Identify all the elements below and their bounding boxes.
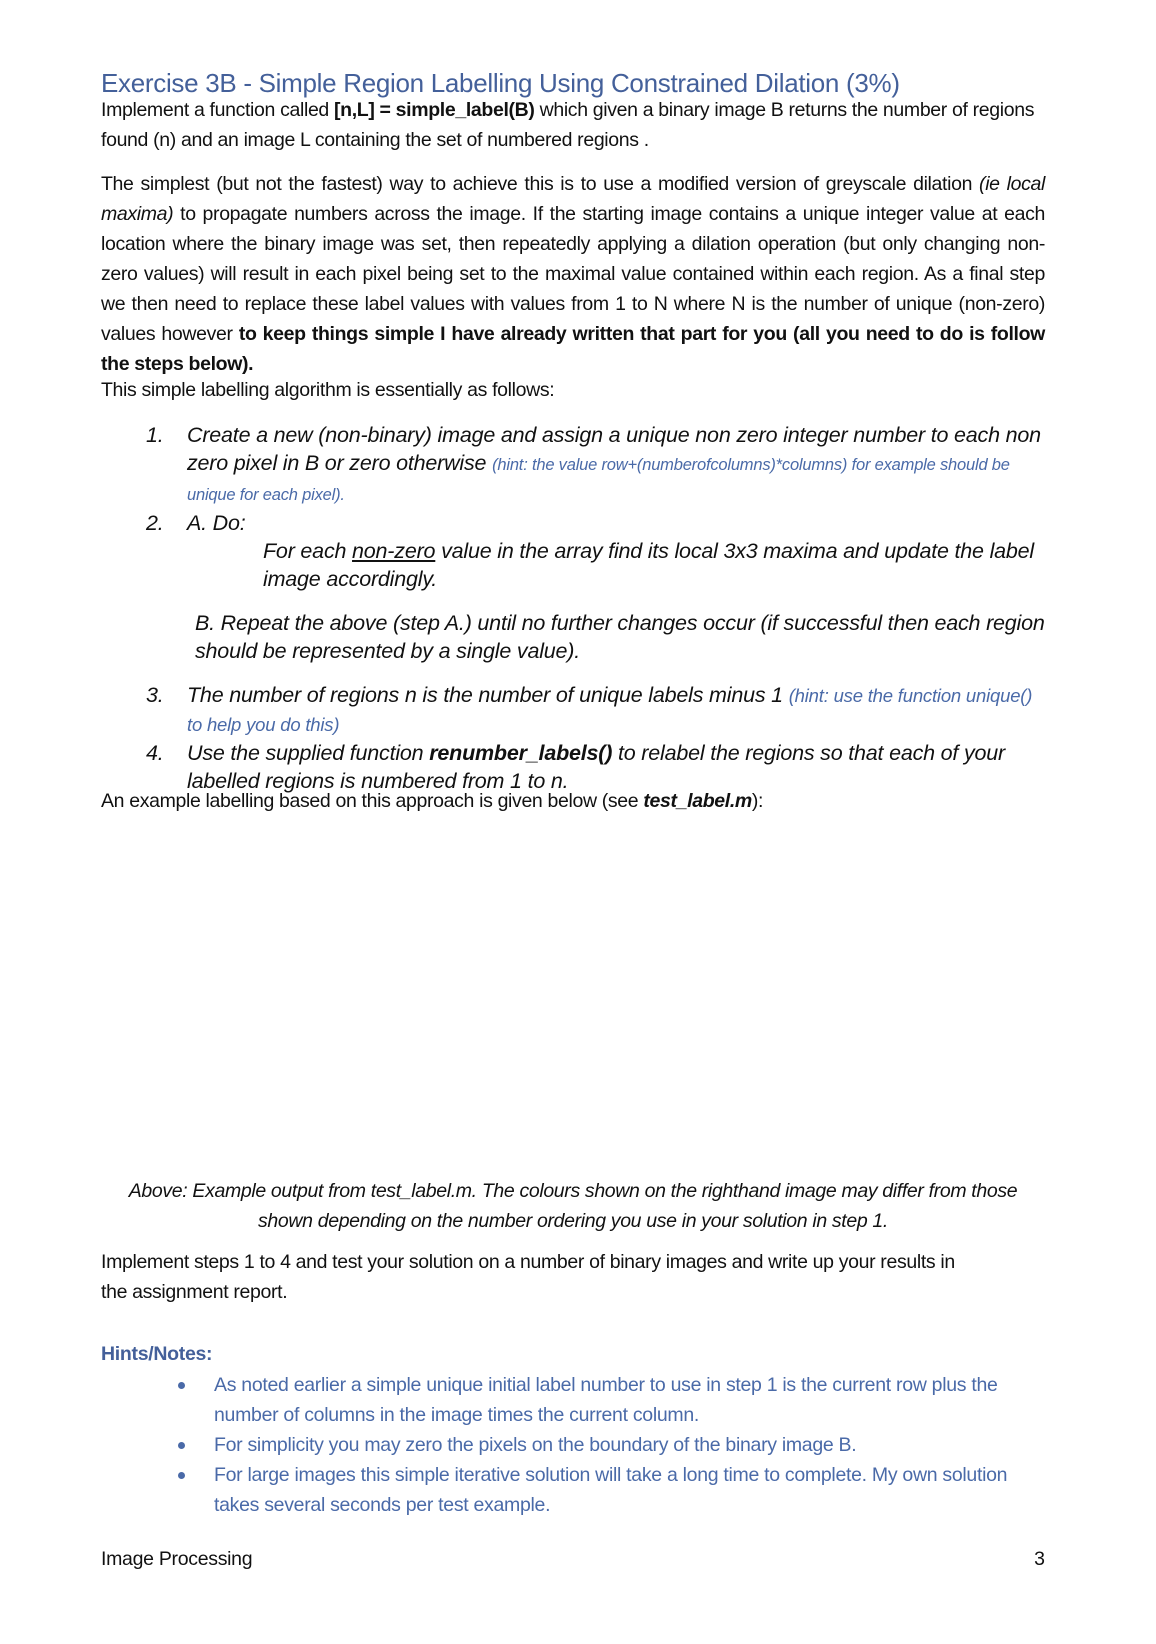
step-number: 2. <box>146 511 164 535</box>
intro-post: which given a binary image B returns the number of regions found (n) and an image L containing the set of numbered regions . <box>101 99 1035 151</box>
hint-item: For large images this simple iterative solution will take a long time to complete. My own solution takes several seconds per test example. <box>174 1460 1044 1520</box>
algorithm-intro: This simple labelling algorithm is essentially as follows: <box>101 379 555 401</box>
steps-list <box>146 421 1046 795</box>
implement-paragraph: Implement steps 1 to 4 and test your solution on a number of binary images and write up your results in the assignment report. <box>101 1251 955 1303</box>
example-intro: An example labelling based on this approach is given below (see test_label.m): <box>101 790 764 812</box>
step-4: 4. Use the supplied function renumber_labels() to relabel the regions so that each of your labelled regions is numbered from 1 to n. <box>146 741 1006 793</box>
step-2a-label: A. Do: <box>187 511 246 535</box>
step-2a-text: For each non-zero value in the array find its local 3x3 maxima and update the label image accordingly. <box>263 539 1035 591</box>
example-figure-placeholder <box>101 870 1045 1170</box>
step-hint: (hint: the value row+(numberofcolumns)*columns) for example should be unique for each pixel). <box>187 456 1010 504</box>
hint-item: As noted earlier a simple unique initial label number to use in step 1 is the current row plus the number of columns in the image times the current column. <box>174 1370 1044 1430</box>
step-number: 3. <box>146 683 164 707</box>
bullet-icon <box>178 1472 185 1479</box>
function-signature: [n,L] = simple_label(B) <box>334 99 535 121</box>
method-italic: (ie local maxima) <box>101 173 1045 225</box>
intro-pre: Implement a function called <box>101 99 334 121</box>
hints-list <box>174 1370 1044 1520</box>
step-number: 1. <box>146 423 164 447</box>
step-3 <box>146 681 1046 739</box>
hint-item: For simplicity you may zero the pixels on the boundary of the binary image B. <box>174 1430 1044 1460</box>
method-text-1: The simplest (but not the fastest) way to achieve this is to use a modified version of greyscale dilation <box>101 173 980 195</box>
step-2 <box>146 509 1046 665</box>
renumber-function: renumber_labels() <box>429 741 613 765</box>
step-hint: (hint: use the function unique() to help you do this) <box>187 685 1033 735</box>
step-1 <box>146 421 1046 509</box>
bullet-icon <box>178 1382 185 1389</box>
bullet-icon <box>178 1442 185 1449</box>
hints-heading: Hints/Notes: <box>101 1343 213 1365</box>
method-bold-note: to keep things simple I have already written that part for you (all you need to do is follow the steps below). <box>101 323 1045 375</box>
step-text: The number of regions n is the number of unique labels minus 1 <box>187 683 789 707</box>
non-zero-underlined: non-zero <box>352 539 436 563</box>
step-number: 4. <box>146 741 164 765</box>
test-label-file: test_label.m <box>643 790 752 812</box>
step-text: Create a new (non-binary) image and assign a unique non zero integer number to each non zero pixel in B or zero otherwise <box>187 423 1041 475</box>
figure-caption: Above: Example output from test_label.m. The colours shown on the righthand image may differ from those shown depending on the number ordering you use in your solution in step 1. <box>128 1180 1018 1232</box>
intro-paragraph <box>101 95 1045 155</box>
footer-title: Image Processing <box>101 1548 253 1570</box>
page-number: 3 <box>1034 1548 1045 1570</box>
method-paragraph <box>101 169 1045 379</box>
method-text-2: to propagate numbers across the image. If the starting image contains a unique integer value at each location where the binary image was set, then repeatedly applying a dilation operation (but only changing non-zero values) will result in each pixel being set to the maximal value contained within each region. As a final step we then need to replace these label values with values from 1 to N where N is the number of unique (non-zero) values however <box>101 203 1045 345</box>
exercise-title: Exercise 3B - Simple Region Labelling Using Constrained Dilation (3%) <box>101 68 900 98</box>
step-2b-text: B. Repeat the above (step A.) until no further changes occur (if successful then each region should be represented by a single value). <box>195 611 1045 663</box>
